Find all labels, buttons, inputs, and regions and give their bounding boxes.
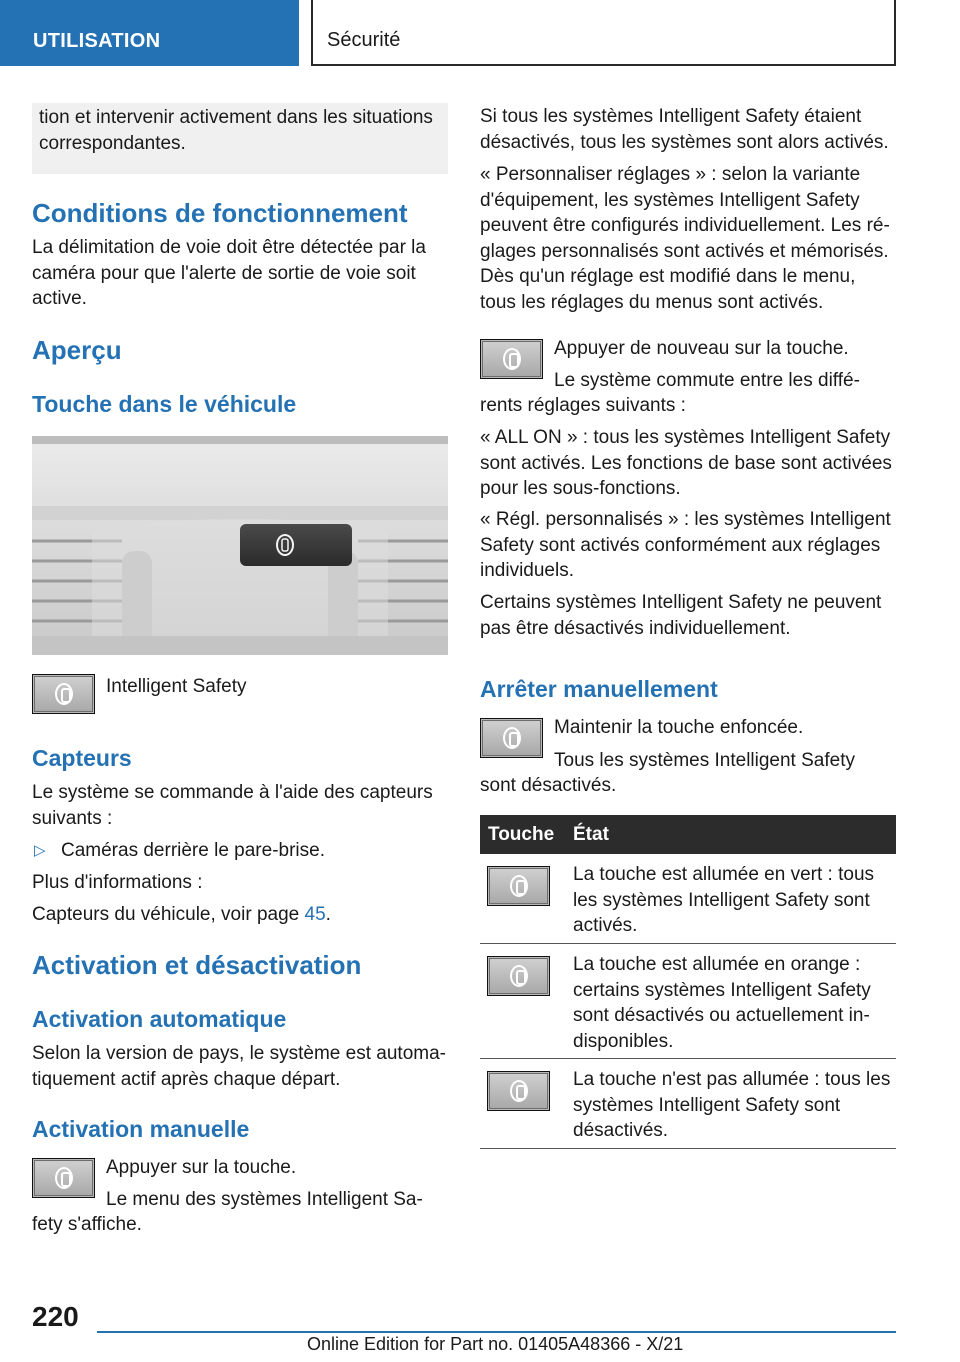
- toggle-text: Le système commute entre les diffé‐: [554, 370, 860, 391]
- manual-activation-result: Le menu des systèmes Intelligent Sa‐: [106, 1189, 423, 1210]
- note-text: Certains systèmes Intelligent Safety ne peuvent pas être désactivés individuellement.: [480, 592, 882, 639]
- button-off-icon: [487, 1071, 550, 1111]
- sensors-text: Le système se commande à l'aide des capteurs suivants :: [32, 782, 433, 829]
- stop-result-cont: sont désactivés.: [480, 775, 617, 796]
- intelligent-safety-icon: [55, 683, 73, 705]
- manual-activation-heading: Activation manuelle: [32, 1116, 250, 1142]
- manual-activation-button-icon: [32, 1158, 95, 1198]
- table-row: [480, 1059, 896, 1149]
- page-link[interactable]: 45: [304, 904, 326, 925]
- press-again-step: Appuyer de nouveau sur la touche.: [554, 338, 849, 359]
- table-header: [480, 815, 896, 854]
- all-on-text: « ALL ON » : tous les systèmes Intelligent Safety sont activés. Les fonctions de base sont activées pour les sous-fonctions.: [480, 427, 892, 500]
- custom-text: « Régl. personnalisés » : les systèmes Intelligent Safety sont activés conformément aux réglages individuels.: [480, 509, 891, 582]
- column-header-button: Touche: [488, 824, 555, 845]
- all-off-text: Si tous les systèmes Intelligent Safety étaient désactivés, tous les systèmes sont alors activés.: [480, 106, 889, 153]
- activation-heading: Activation et désactivation: [32, 950, 362, 980]
- stop-heading: Arrêter manuellement: [480, 676, 718, 702]
- overview-heading: Aperçu: [32, 335, 122, 365]
- button-caption: Intelligent Safety: [106, 676, 247, 697]
- button-status-table: [480, 815, 896, 1149]
- section-title: UTILISATION: [33, 30, 161, 52]
- intelligent-safety-icon: [510, 965, 528, 987]
- intelligent-safety-icon: [510, 875, 528, 897]
- button-green-icon: [487, 866, 550, 906]
- sensors-heading: Capteurs: [32, 745, 132, 771]
- button-orange-icon: [487, 956, 550, 996]
- dashboard-button-photo: [32, 436, 448, 655]
- continuation-text: tion et intervenir activement dans les situations correspondantes.: [39, 107, 433, 154]
- intelligent-safety-icon: [55, 1167, 73, 1189]
- stop-step: Maintenir la touche enfoncée.: [554, 717, 804, 738]
- intelligent-safety-icon: [510, 1080, 528, 1102]
- chapter-header: [311, 0, 896, 66]
- cross-reference: [32, 902, 331, 928]
- status-green-text: La touche est allumée en vert : tous les systèmes Intelligent Safety sont activés.: [573, 864, 875, 937]
- column-header-status: État: [573, 824, 609, 845]
- status-orange-text: La touche est allumée en orange : certains systèmes Intelligent Safety sont désactivés ou actuellement in‐disponibles.: [573, 954, 871, 1052]
- continuation-box: [32, 103, 448, 174]
- manual-activation-result-cont: fety s'affiche.: [32, 1214, 142, 1235]
- more-info-label: Plus d'informations :: [32, 872, 203, 893]
- intelligent-safety-button: [32, 674, 95, 714]
- page-number: 220: [32, 1301, 79, 1332]
- auto-activation-heading: Activation automatique: [32, 1006, 287, 1032]
- conditions-text: La délimitation de voie doit être détectée par la caméra pour que l'alerte de sortie de voie soit active.: [32, 237, 426, 310]
- intelligent-safety-icon: [503, 727, 521, 749]
- press-again-button-icon: [480, 339, 543, 379]
- chapter-title: Sécurité: [327, 29, 401, 51]
- auto-activation-text: Selon la version de pays, le système est automatiquement actif après chaque départ.: [32, 1043, 446, 1090]
- footer-rule: [97, 1331, 896, 1333]
- table-row: [480, 944, 896, 1059]
- manual-activation-step: Appuyer sur la touche.: [106, 1157, 297, 1178]
- edition-text: Online Edition for Part no. 01405A48366 - X/21: [307, 1334, 684, 1354]
- cross-reference-end: .: [325, 904, 331, 925]
- custom-settings-text: « Personnaliser réglages » : selon la variante d'équipement, les systèmes Intelligent Safety peuvent être configurés individuellement. Les ré‐glages personnalisés sont activés et mémorisés. Dès qu'un réglage est modifié dans le menu, tous les réglages du menus sont activés.: [480, 164, 890, 313]
- bullet-marker: ▷: [34, 842, 46, 859]
- section-tab: [0, 0, 299, 66]
- status-off-text: La touche n'est pas allumée : tous les systèmes Intelligent Safety sont désactivés.: [573, 1069, 891, 1142]
- toggle-text-cont: rents réglages suivants :: [480, 395, 686, 416]
- stop-result: Tous les systèmes Intelligent Safety: [554, 750, 855, 771]
- intelligent-safety-icon: [503, 348, 521, 370]
- bullet-text: Caméras derrière le pare-brise.: [61, 840, 325, 861]
- table-row: [480, 854, 896, 944]
- stop-button-icon: [480, 718, 543, 758]
- conditions-heading: Conditions de fonctionnement: [32, 198, 408, 228]
- cross-reference-text: Capteurs du véhicule, voir page: [32, 904, 305, 925]
- button-section-heading: Touche dans le véhicule: [32, 391, 297, 417]
